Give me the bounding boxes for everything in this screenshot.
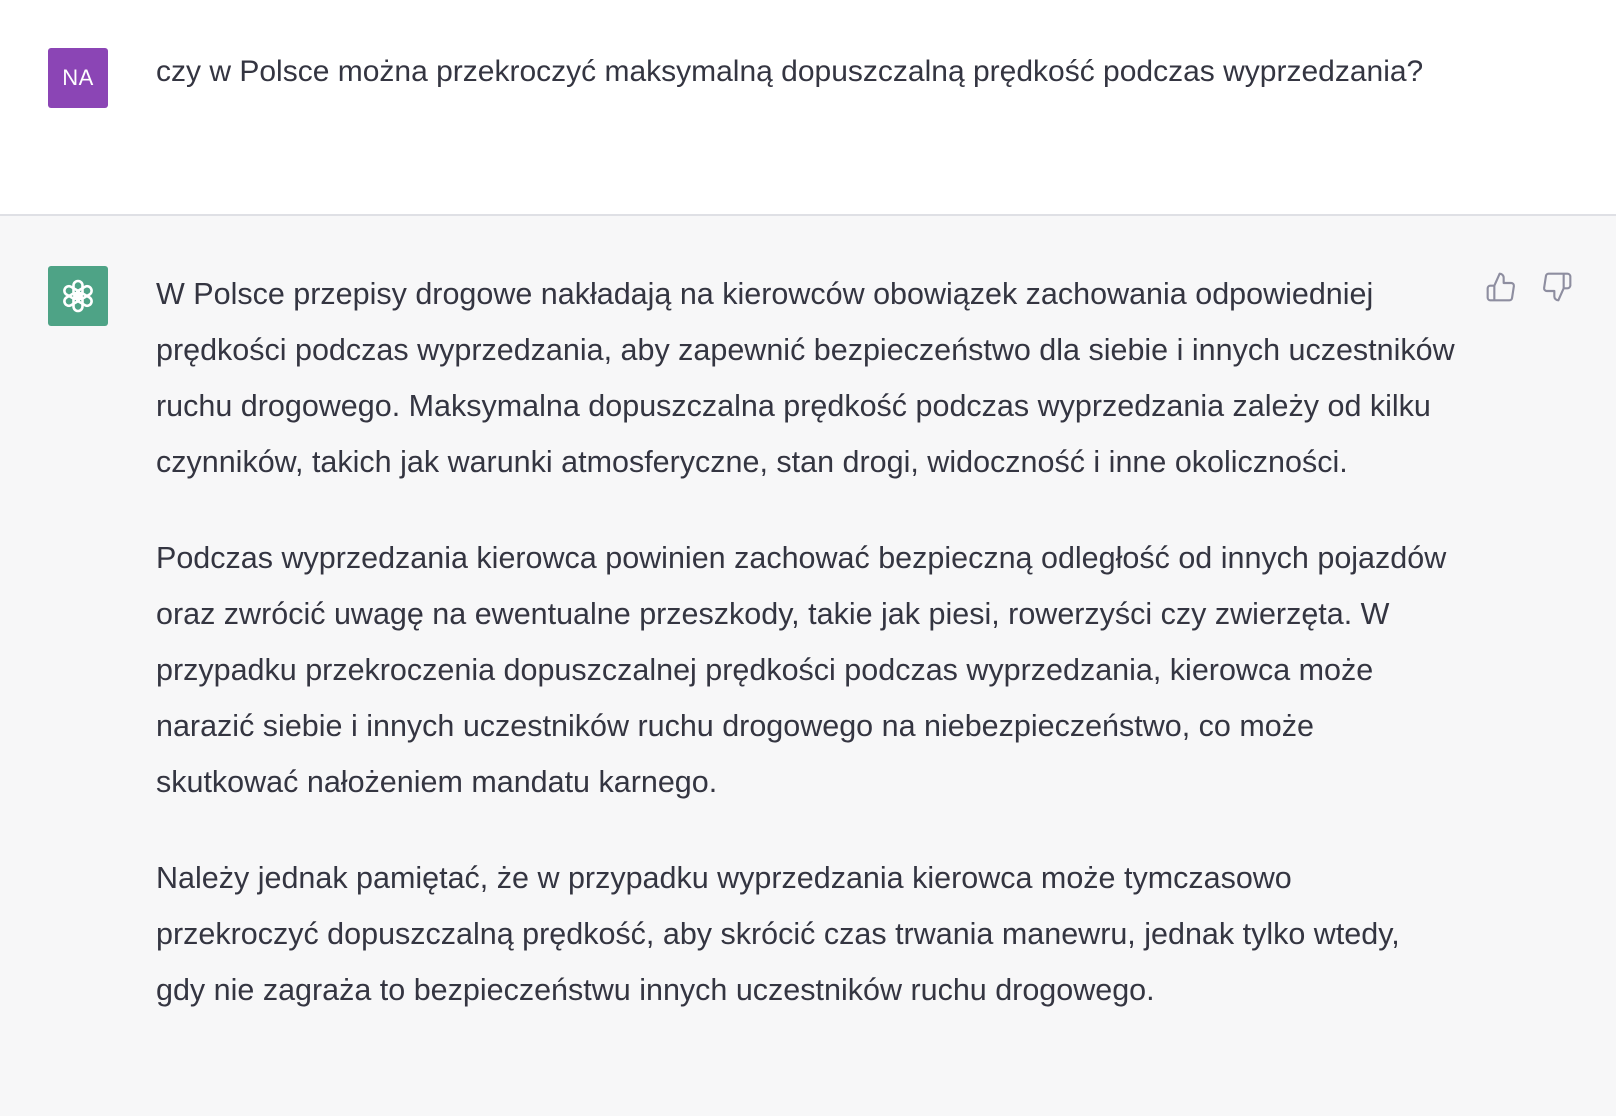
user-avatar xyxy=(48,48,108,108)
thumbs-down-button[interactable] xyxy=(1540,270,1574,304)
thumbs-up-icon xyxy=(1485,271,1517,303)
assistant-paragraph: Należy jednak pamiętać, że w przypadku wyprzedzania kierowca może tymczasowo przekroczyć dopuszczalną prędkość, aby skrócić czas trwania manewru, jednak tylko wtedy, gdy nie zagraża to bezpieczeństwu innych uczestników ruchu drogowego. xyxy=(156,861,1400,1007)
assistant-paragraph: W Polsce przepisy drogowe nakładają na kierowców obowiązek zachowania odpowiedniej prędkości podczas wyprzedzania, aby zapewnić bezpieczeństwo dla siebie i innych uczestników ruchu drogowego. Maksymalna dopuszczalna prędkość podczas wyprzedzania zależy od kilku czynników, takich jak warunki atmosferyczne, stan drogi, widoczność i inne okoliczności. xyxy=(156,277,1455,479)
assistant-message-row xyxy=(0,216,1616,1116)
openai-logo-icon xyxy=(57,275,99,317)
assistant-avatar xyxy=(48,266,108,326)
user-avatar-initials: NA xyxy=(62,65,94,90)
feedback-buttons xyxy=(1484,270,1574,304)
thumbs-down-icon xyxy=(1541,271,1573,303)
assistant-paragraph: Podczas wyprzedzania kierowca powinien zachować bezpieczną odległość od innych pojazdów oraz zwrócić uwagę na ewentualne przeszkody, takie jak piesi, rowerzyści czy zwierzęta. W przypadku przekroczenia dopuszczalnej prędkości podczas wyprzedzania, kierowca może narazić siebie i innych uczestników ruchu drogowego na niebezpieczeństwo, co może skutkować nałożeniem mandatu karnego. xyxy=(156,541,1447,799)
assistant-message-text xyxy=(156,266,1456,1058)
thumbs-up-button[interactable] xyxy=(1484,270,1518,304)
user-message-text: czy w Polsce można przekroczyć maksymalną dopuszczalną prędkość podczas wyprzedzania? xyxy=(156,55,1424,88)
user-message-row xyxy=(0,0,1616,216)
